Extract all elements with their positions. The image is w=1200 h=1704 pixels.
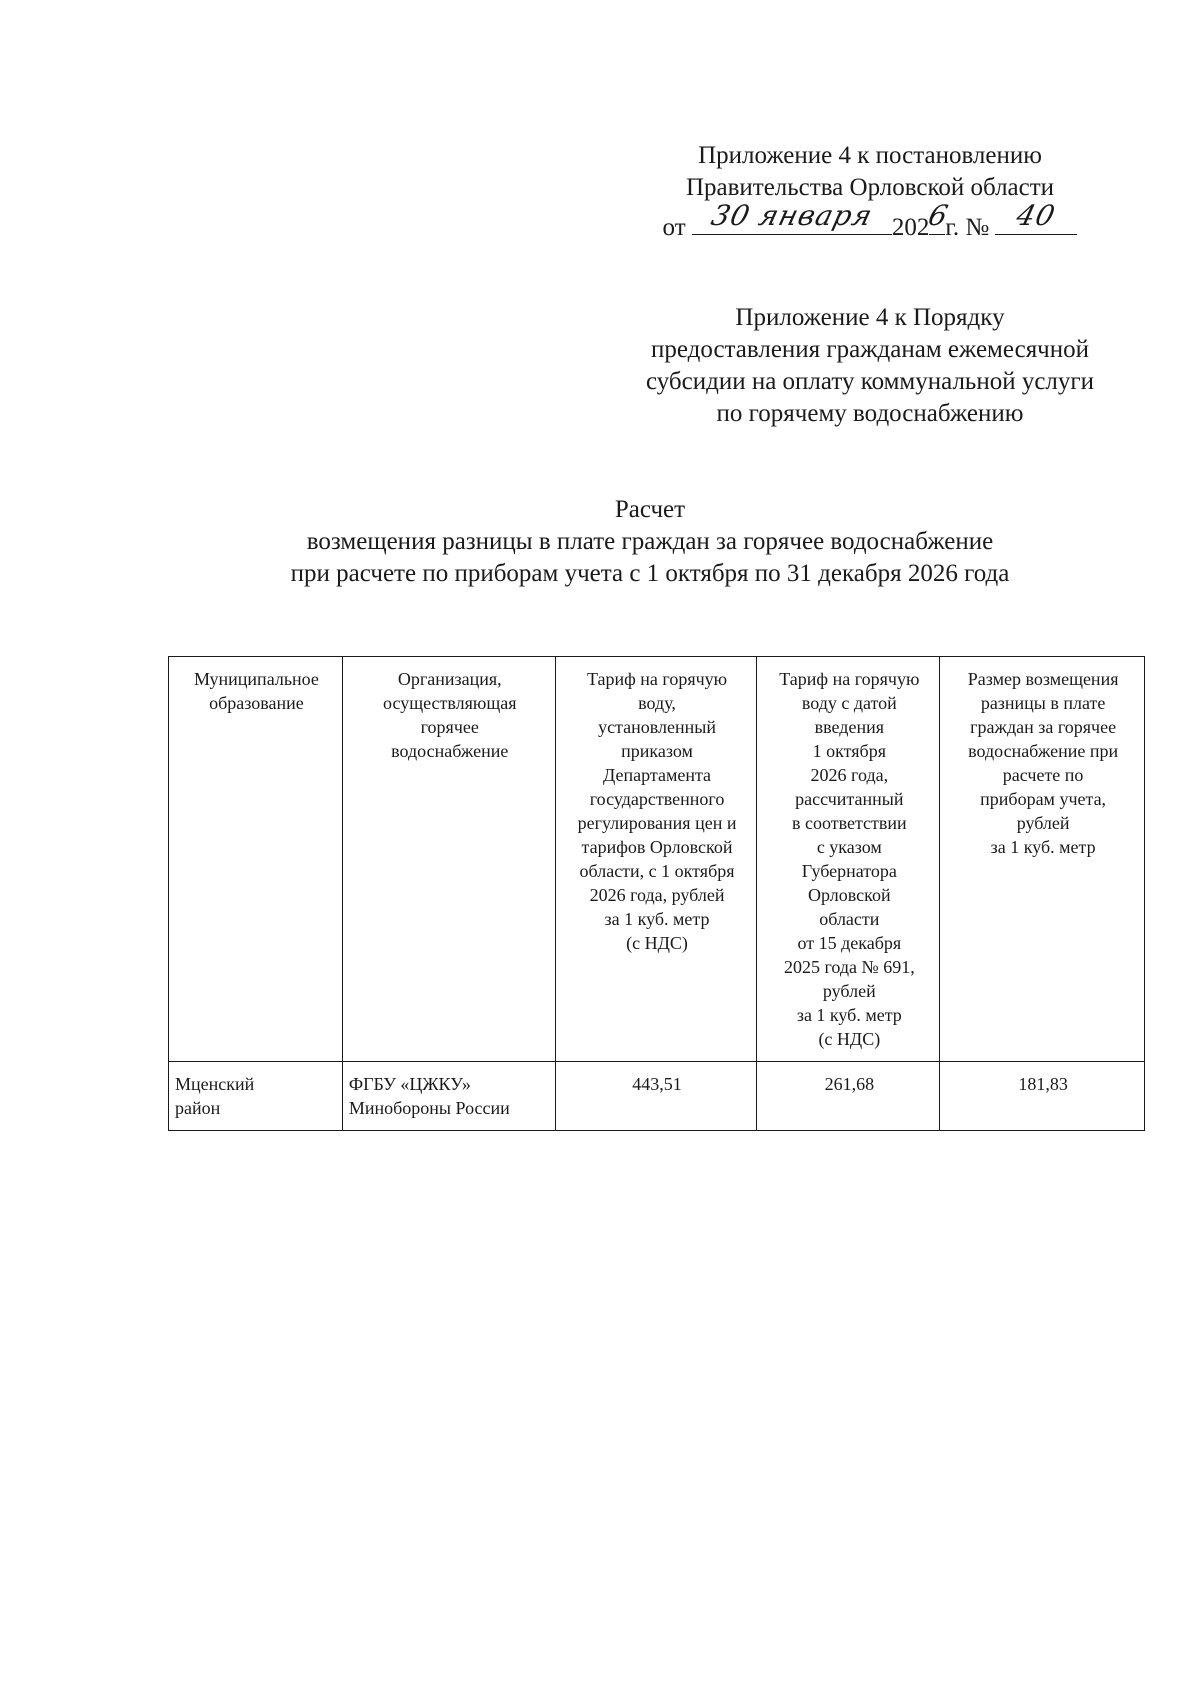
cell-text-line: образование bbox=[209, 693, 304, 713]
cell-text-line: 2025 года № 691, bbox=[783, 957, 915, 977]
year-prefix: 202 bbox=[891, 214, 930, 241]
cell-text-line: граждан за горячее bbox=[970, 717, 1117, 737]
handwritten-number-text: 40 bbox=[1013, 199, 1060, 232]
handwritten-date bbox=[692, 199, 892, 235]
cell-text-line: Тариф на горячую bbox=[586, 669, 728, 689]
title-line-3: при расчете по приборам учета с 1 октября по 31 декабря 2026 года bbox=[290, 560, 1010, 587]
cell-text-line: ФГБУ «ЦЖКУ» bbox=[348, 1074, 471, 1094]
header-organization bbox=[342, 657, 555, 1062]
cell-text-line: воду, bbox=[638, 693, 676, 713]
cell-text-line: 1 октября bbox=[812, 741, 886, 761]
cell-text-line: Губернатора bbox=[801, 861, 897, 881]
cell-text-line: осуществляющая bbox=[383, 693, 517, 713]
decree-reference bbox=[640, 140, 1100, 244]
cell-text-line: государственного bbox=[589, 789, 725, 809]
cell-text-line: воду с датой bbox=[801, 693, 897, 713]
cell-text-line: горячее bbox=[420, 717, 479, 737]
cell-text-line: Орловской bbox=[808, 885, 891, 905]
cell-compensation: 181,83 bbox=[940, 1062, 1145, 1131]
cell-text-line: за 1 куб. метр bbox=[604, 909, 710, 929]
cell-text-line: с указом bbox=[816, 837, 882, 857]
handwritten-number bbox=[995, 199, 1077, 235]
compensation-table bbox=[168, 656, 1145, 1131]
cell-text-line: 2026 года, рублей bbox=[589, 885, 725, 905]
cell-text-line: (с НДС) bbox=[818, 1029, 881, 1049]
cell-text-line: (с НДС) bbox=[626, 933, 688, 953]
appendix-line-2: предоставления гражданам ежемесячной bbox=[650, 336, 1090, 363]
cell-text-line: Минобороны России bbox=[348, 1098, 510, 1118]
cell-text-line: приказом bbox=[621, 741, 693, 761]
cell-text-line: район bbox=[175, 1098, 221, 1118]
decree-line-2: Правительства Орловской области bbox=[685, 174, 1055, 201]
cell-text-line: водоснабжение при bbox=[968, 741, 1119, 761]
title-line-2: возмещения разницы в плате граждан за горячее водоснабжение bbox=[306, 528, 994, 555]
cell-text-line: Организация, bbox=[397, 669, 502, 689]
appendix-reference bbox=[600, 302, 1140, 430]
handwritten-year-digit bbox=[925, 199, 953, 235]
cell-text-line: тарифов Орловской bbox=[581, 837, 733, 857]
cell-text-line: рублей bbox=[822, 981, 876, 1001]
cell-municipality bbox=[169, 1062, 343, 1131]
cell-text-line: Тариф на горячую bbox=[779, 669, 920, 689]
title-line-1: Расчет bbox=[614, 496, 686, 523]
cell-text-line: Департамента bbox=[603, 765, 712, 785]
cell-text-line: Мценский bbox=[175, 1074, 255, 1094]
cell-text-line: за 1 куб. метр bbox=[990, 837, 1096, 857]
appendix-line-4: по горячему водоснабжению bbox=[716, 400, 1024, 427]
cell-text-line: рассчитанный bbox=[795, 789, 904, 809]
handwritten-year-digit-text: 6 bbox=[925, 199, 953, 232]
header-compensation bbox=[940, 657, 1145, 1062]
cell-text-line: водоснабжение bbox=[391, 741, 509, 761]
appendix-line-3: субсидии на оплату коммунальной услуги bbox=[645, 368, 1095, 395]
header-tariff-set bbox=[555, 657, 757, 1062]
date-prefix: от bbox=[662, 214, 686, 241]
number-prefix: г. № bbox=[945, 214, 990, 241]
cell-text-line: рублей bbox=[1016, 813, 1070, 833]
table-row bbox=[169, 1062, 1145, 1131]
cell-text-line: регулирования цен и bbox=[577, 813, 737, 833]
cell-text-line: расчете по bbox=[1002, 765, 1084, 785]
cell-text-line: в соответствии bbox=[791, 813, 907, 833]
cell-text-line: области bbox=[819, 909, 880, 929]
cell-tariff-calculated: 261,68 bbox=[757, 1062, 940, 1131]
cell-text-line: от 15 декабря bbox=[797, 933, 902, 953]
cell-text-line: разницы в плате bbox=[980, 693, 1106, 713]
cell-text-line: введения bbox=[814, 717, 884, 737]
cell-text-line: приборам учета, bbox=[980, 789, 1107, 809]
table-header-row bbox=[169, 657, 1145, 1062]
document-title bbox=[150, 494, 1150, 590]
cell-text-line: установленный bbox=[598, 717, 716, 737]
cell-text-line: 2026 года, bbox=[810, 765, 889, 785]
cell-text-line: за 1 куб. метр bbox=[796, 1005, 902, 1025]
header-tariff-calculated bbox=[757, 657, 940, 1062]
cell-text-line: Муниципальное bbox=[193, 669, 319, 689]
decree-date-line bbox=[640, 199, 1100, 244]
header-municipality bbox=[169, 657, 343, 1062]
cell-text-line: Размер возмещения bbox=[967, 669, 1119, 689]
cell-organization bbox=[342, 1062, 555, 1131]
appendix-line-1: Приложение 4 к Порядку bbox=[735, 304, 1005, 331]
cell-text-line: области, с 1 октября bbox=[579, 861, 735, 881]
handwritten-date-text: 30 января bbox=[707, 199, 877, 232]
decree-line-1: Приложение 4 к постановлению bbox=[698, 142, 1042, 169]
cell-tariff-set: 443,51 bbox=[555, 1062, 757, 1131]
